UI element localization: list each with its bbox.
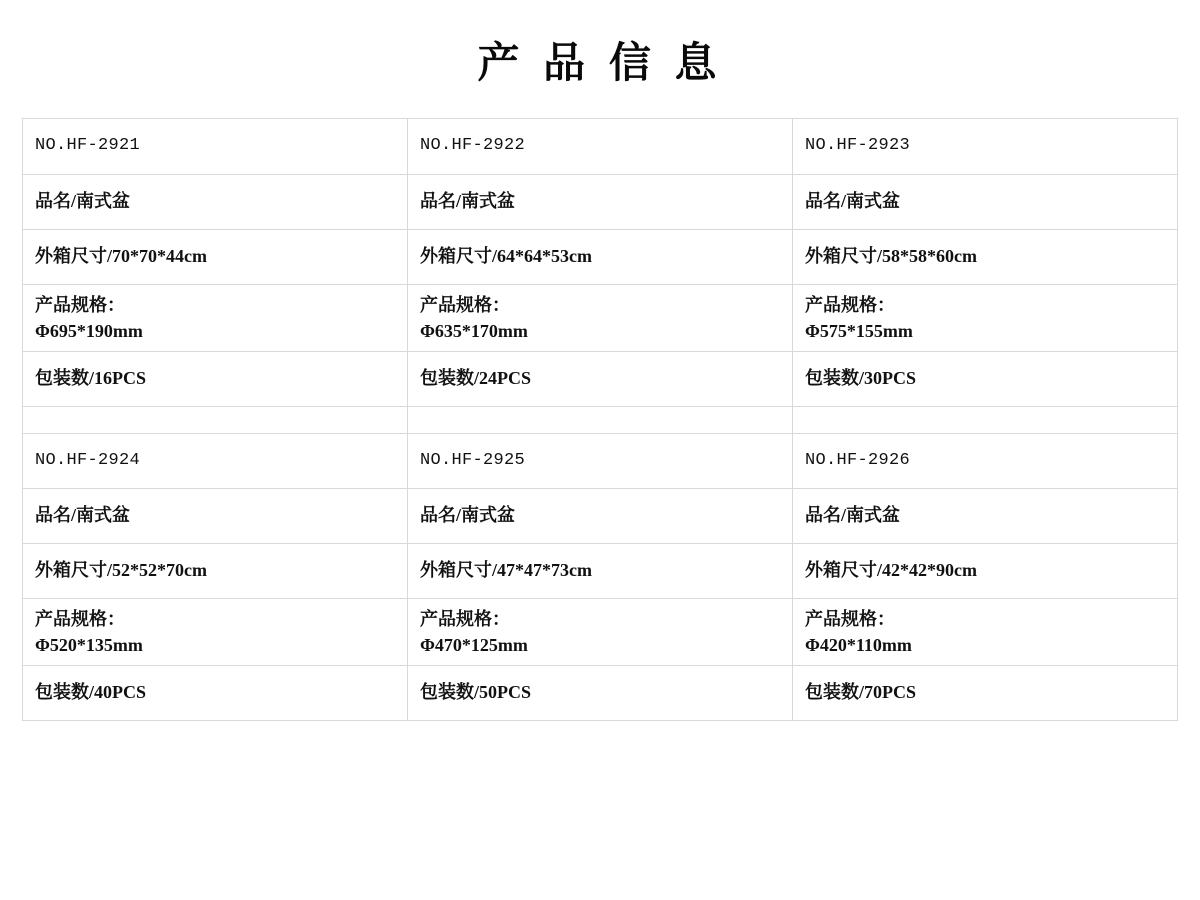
product-code: NO.HF-2922: [420, 136, 526, 156]
table-group-separator: [23, 406, 1178, 433]
carton-size: 外箱尺寸/64*64*53cm: [420, 245, 592, 266]
product-name: 品名/南式盆: [35, 190, 131, 211]
product-spec: [408, 285, 792, 351]
table-row: [23, 284, 1178, 351]
product-code: NO.HF-2925: [420, 450, 526, 470]
carton-size: 外箱尺寸/52*52*70cm: [35, 559, 207, 580]
product-name: 品名/南式盆: [805, 190, 901, 211]
table-cell: [408, 488, 793, 543]
product-code: NO.HF-2926: [805, 450, 911, 470]
table-cell: [793, 598, 1178, 665]
table-cell: [408, 406, 793, 433]
pack-quantity: 包装数/70PCS: [805, 681, 917, 702]
table-cell: [23, 174, 408, 229]
product-spec: [23, 285, 407, 351]
table-cell: [23, 488, 408, 543]
page-title: 产 品 信 息: [477, 39, 723, 86]
table-cell: [23, 665, 408, 720]
table-cell: [793, 543, 1178, 598]
product-spec-value: Φ695*190mm: [35, 320, 143, 341]
table-cell: [793, 488, 1178, 543]
product-name: 品名/南式盆: [805, 504, 901, 525]
table-row: [23, 119, 1178, 174]
table-cell: [23, 598, 408, 665]
product-spec: [23, 599, 407, 665]
table-row: [23, 433, 1178, 488]
table-row: [23, 665, 1178, 720]
table-cell: [408, 174, 793, 229]
product-spec: [408, 599, 792, 665]
product-spec-label: 产品规格：: [805, 294, 895, 315]
table-cell: [793, 229, 1178, 284]
table-cell: [408, 284, 793, 351]
pack-quantity: 包装数/50PCS: [420, 681, 532, 702]
table-row: [23, 488, 1178, 543]
pack-quantity: 包装数/30PCS: [805, 367, 917, 388]
table-cell: [408, 351, 793, 406]
product-spec-table: [22, 118, 1178, 720]
product-spec: [793, 599, 1177, 665]
product-spec-value: Φ470*125mm: [420, 634, 528, 655]
table-cell: [408, 229, 793, 284]
product-spec: [793, 285, 1177, 351]
carton-size: 外箱尺寸/42*42*90cm: [805, 559, 977, 580]
product-name: 品名/南式盆: [420, 190, 516, 211]
table-cell: [23, 543, 408, 598]
table-cell: [408, 433, 793, 488]
product-code: NO.HF-2923: [805, 136, 911, 156]
product-code: NO.HF-2921: [35, 136, 141, 156]
table-cell: [408, 543, 793, 598]
product-spec-value: Φ635*170mm: [420, 320, 528, 341]
carton-size: 外箱尺寸/58*58*60cm: [805, 245, 977, 266]
table-row: [23, 174, 1178, 229]
table-cell: [23, 406, 408, 433]
table-row: [23, 543, 1178, 598]
table-row: [23, 598, 1178, 665]
table-cell: [793, 174, 1178, 229]
table-cell: [23, 351, 408, 406]
pack-quantity: 包装数/40PCS: [35, 681, 147, 702]
table-row: [23, 229, 1178, 284]
pack-quantity: 包装数/16PCS: [35, 367, 147, 388]
table-cell: [408, 598, 793, 665]
carton-size: 外箱尺寸/70*70*44cm: [35, 245, 207, 266]
product-spec-label: 产品规格：: [805, 608, 895, 629]
table-cell: [23, 433, 408, 488]
carton-size: 外箱尺寸/47*47*73cm: [420, 559, 592, 580]
product-spec-label: 产品规格：: [35, 608, 125, 629]
table-row: [23, 351, 1178, 406]
table-cell: [408, 665, 793, 720]
product-spec-value: Φ575*155mm: [805, 320, 913, 341]
table-cell: [793, 665, 1178, 720]
table-cell: [793, 406, 1178, 433]
product-spec-label: 产品规格：: [420, 294, 510, 315]
product-spec-value: Φ420*110mm: [805, 634, 912, 655]
table-cell: [793, 433, 1178, 488]
product-spec-label: 产品规格：: [420, 608, 510, 629]
table-cell: [23, 119, 408, 174]
product-spec-label: 产品规格：: [35, 294, 125, 315]
table-cell: [23, 284, 408, 351]
product-name: 品名/南式盆: [420, 504, 516, 525]
table-cell: [408, 119, 793, 174]
pack-quantity: 包装数/24PCS: [420, 367, 532, 388]
table-cell: [793, 284, 1178, 351]
product-code: NO.HF-2924: [35, 450, 141, 470]
table-cell: [793, 351, 1178, 406]
product-name: 品名/南式盆: [35, 504, 131, 525]
table-cell: [23, 229, 408, 284]
product-spec-value: Φ520*135mm: [35, 634, 143, 655]
table-cell: [793, 119, 1178, 174]
